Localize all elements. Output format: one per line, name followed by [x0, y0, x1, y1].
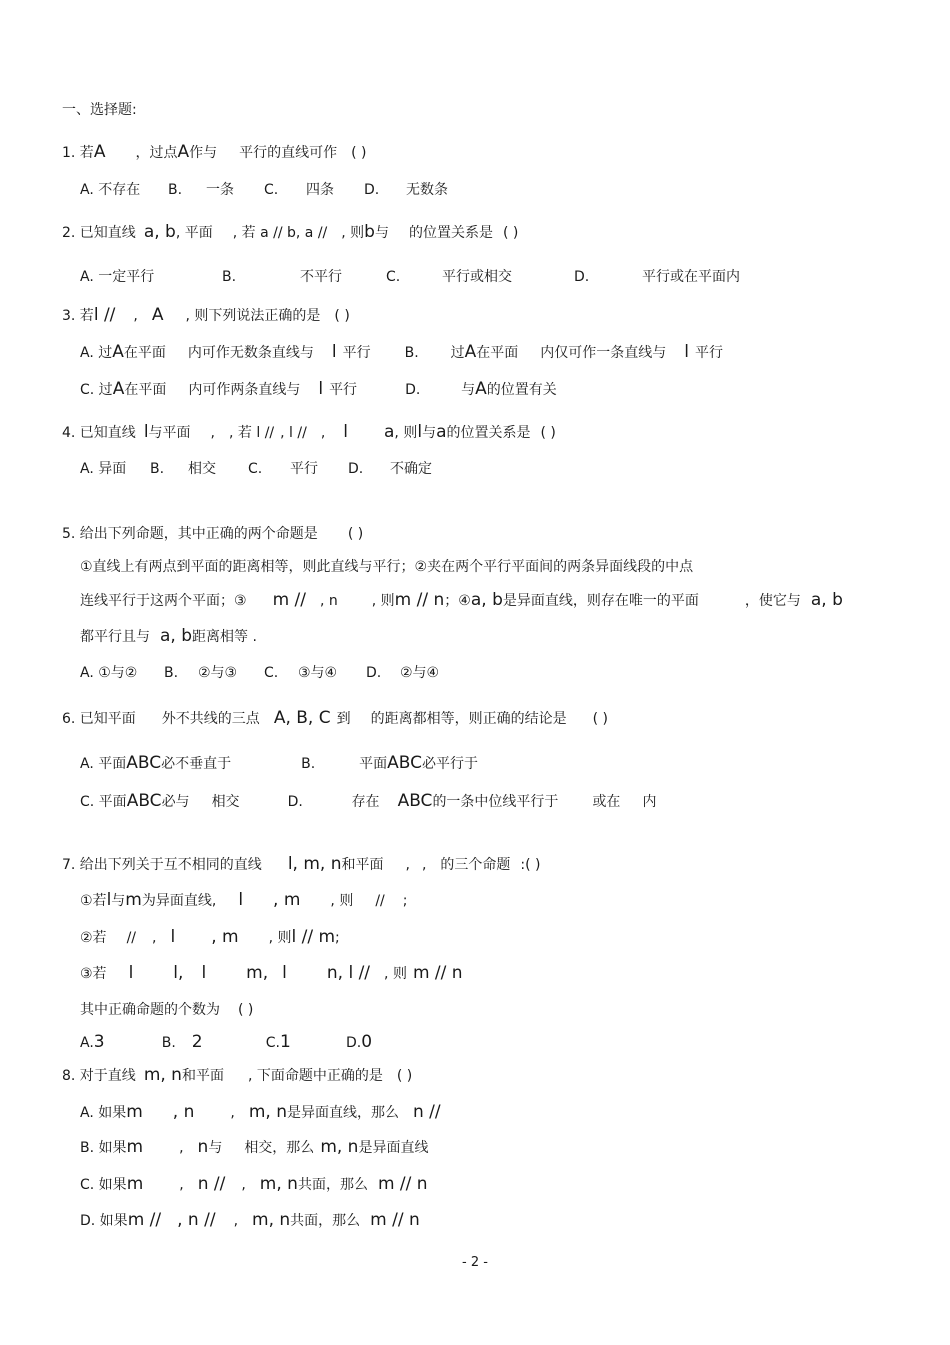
q8-option-a: [80, 1102, 441, 1123]
q7-options: [80, 1032, 372, 1053]
q8-var: n: [197, 1137, 209, 1157]
q3-opt: 在平面: [123, 345, 166, 361]
q8-var: m: [126, 1102, 143, 1122]
q3-opt: 内可作无数条直线与: [187, 345, 314, 361]
q8-opt: 是异面直线，那么: [287, 1105, 399, 1121]
q2-text: , 平面: [175, 225, 213, 241]
q6-text: 6. 已知平面: [62, 711, 136, 727]
q1-option-b: 一条: [206, 182, 234, 198]
q7-text: ;: [335, 930, 340, 946]
question-6: [62, 708, 608, 729]
q8-opt: C. 如果: [80, 1177, 127, 1193]
q7-text: //: [375, 893, 385, 909]
q3-var: A: [475, 379, 487, 399]
q5-line-4: [80, 626, 257, 647]
q5-option-d: ②与④: [400, 665, 440, 681]
q5-line-2: ①直线上有两点到平面的距离相等，则此直线与平行；②夹在两个平行平面间的两条异面线段的中点: [80, 559, 694, 575]
q6-opt: 相交: [211, 794, 240, 810]
q5-option-b: ②与③: [198, 665, 238, 681]
q7-var: l: [106, 890, 112, 910]
q5-var: , n: [319, 593, 338, 609]
q4-text: 与: [422, 425, 437, 441]
q4-var: a: [436, 422, 447, 442]
q5-text: 都平行且与: [80, 629, 150, 645]
q4-var: l: [143, 422, 149, 442]
q6-opt: 存在: [351, 794, 380, 810]
q8-opt: 相交，那么: [244, 1140, 315, 1156]
q3-opt: C. 过: [80, 382, 113, 398]
q6-opt: 必不垂直于: [161, 756, 232, 772]
q8-var: m, n: [143, 1065, 182, 1085]
q3-var: l: [331, 342, 337, 362]
q4-var: l: [417, 422, 423, 442]
q3-var: l: [318, 379, 324, 399]
q8-text: 和平面: [181, 1068, 224, 1084]
q8-var: n //: [413, 1102, 441, 1122]
q7-option-b: 2: [191, 1032, 203, 1052]
q2-option-b-label: B.: [222, 269, 237, 285]
q1-var: A: [177, 142, 190, 162]
q7-count: [80, 1000, 253, 1020]
q7-var: , m: [211, 927, 239, 947]
q4-var: a: [384, 422, 395, 442]
q3-opt: 平行: [342, 345, 371, 361]
q5-text: ；④: [444, 593, 471, 609]
q7-var: m,: [246, 963, 269, 983]
q8-opt: ,: [241, 1177, 246, 1193]
q4-options: [80, 459, 432, 479]
q1-text: 作与: [189, 145, 218, 161]
q4-option-d: 不确定: [390, 461, 432, 477]
q5-options: [80, 663, 439, 683]
q5-line-3: [80, 590, 843, 611]
q1-text: ，过点: [135, 145, 178, 161]
q7-option-c-label: C.: [265, 1035, 281, 1051]
q5-var: a, b: [810, 590, 843, 610]
q6-opt: 内: [642, 794, 657, 810]
q2-text: 的位置关系是: [408, 225, 493, 241]
q8-var: , n: [172, 1102, 195, 1122]
q1-option-a: A. 不存在: [80, 182, 141, 198]
q5-option-c: ③与④: [298, 665, 338, 681]
q4-option-d-label: D.: [348, 461, 364, 477]
q8-opt: B. 如果: [80, 1140, 127, 1156]
q7-text: 为异面直线,: [141, 893, 217, 909]
q5-option-d-label: D.: [366, 665, 382, 681]
q4-option-b-label: B.: [150, 461, 165, 477]
q4-text: 4. 已知直线: [62, 425, 136, 441]
page-number: - 2 -: [462, 1255, 488, 1270]
q3-opt: B.: [404, 345, 419, 361]
q8-var: m, n: [320, 1137, 359, 1157]
q4-text: 的位置关系是: [446, 425, 531, 441]
q3-opt: 在平面: [124, 382, 167, 398]
q7-var: l // m: [291, 927, 336, 947]
q2-text: 与: [374, 225, 389, 241]
q7-text: ③若: [80, 966, 107, 982]
q5-text: 距离相等 .: [192, 629, 257, 645]
q7-option-d: 0: [361, 1032, 373, 1052]
q7-prop-2: [80, 927, 340, 948]
q8-var: m // n: [370, 1210, 420, 1230]
q5-text: 是异面直线，则存在唯一的平面: [502, 593, 699, 609]
q6-var: ABC: [387, 753, 422, 773]
q1-options: [80, 180, 448, 200]
q3-opt: 与: [461, 382, 476, 398]
q1-text: 平行的直线可作: [239, 145, 338, 161]
q6-opt: B.: [301, 756, 316, 772]
q7-option-d-label: D.: [346, 1035, 362, 1051]
q6-text: 到: [336, 711, 351, 727]
q7-bracket: :( ): [520, 857, 541, 873]
q7-var: l: [282, 963, 287, 983]
q3-text: ,: [133, 308, 138, 324]
q6-opt: 平面: [359, 756, 388, 772]
question-4: [62, 422, 556, 443]
q8-opt: 共面，那么: [290, 1213, 361, 1229]
q3-var: l //: [93, 305, 116, 325]
q2-text: , 若 a // b, a //: [232, 225, 328, 241]
q5-var: m // n: [394, 590, 445, 610]
q7-var: l,: [173, 963, 184, 983]
q8-var: m: [126, 1174, 144, 1194]
q8-text: , 下面命题中正确的是: [247, 1068, 383, 1084]
q5-var: a, b: [160, 626, 193, 646]
q5-option-c-label: C.: [264, 665, 279, 681]
q8-option-b: [80, 1137, 428, 1158]
q3-opt: 在平面: [476, 345, 519, 361]
q7-text: ,: [152, 930, 157, 946]
q2-option-d-label: D.: [574, 269, 590, 285]
q8-var: , n //: [177, 1210, 216, 1230]
q6-opt: 必与: [161, 794, 190, 810]
q8-opt: D. 如果: [80, 1213, 128, 1229]
q7-var: l: [128, 963, 134, 983]
q7-text: 其中正确命题的个数为: [80, 1002, 220, 1018]
q8-opt: 与: [208, 1140, 223, 1156]
q3-bracket: ( ): [334, 308, 350, 324]
q6-text: 外不共线的三点: [161, 711, 260, 727]
q4-text: , l //: [280, 425, 307, 441]
q4-option-c-label: C.: [248, 461, 263, 477]
q8-var: m // n: [377, 1174, 428, 1194]
question-5: [62, 524, 363, 544]
q7-text: ①若: [80, 893, 107, 909]
q8-opt: 是异面直线: [358, 1140, 429, 1156]
q8-text: 8. 对于直线: [62, 1068, 136, 1084]
q5-bracket: ( ): [347, 526, 364, 542]
q3-opt: 的位置有关: [486, 382, 557, 398]
q2-options: [80, 267, 740, 287]
q2-text: 2. 已知直线: [62, 225, 136, 241]
q1-option-c: 四条: [306, 182, 334, 198]
q7-text: ②若: [80, 930, 107, 946]
q2-option-d: 平行或在平面内: [642, 269, 740, 285]
q4-bracket: ( ): [540, 425, 556, 441]
q7-prop-3: [80, 963, 463, 984]
q8-var: m, n: [248, 1102, 287, 1122]
q5-option-b-label: B.: [164, 665, 179, 681]
q3-options-ab: [80, 342, 723, 363]
q6-var: ABC: [397, 791, 433, 811]
q8-bracket: ( ): [396, 1068, 413, 1084]
q7-var: m: [125, 890, 142, 910]
q8-option-d: [80, 1210, 420, 1231]
q6-options-ab: [80, 753, 478, 774]
q7-var: l: [170, 927, 176, 947]
q5-text: , 则: [371, 593, 395, 609]
q1-bracket: ( ): [351, 145, 367, 161]
q5-var: a, b: [470, 590, 503, 610]
q7-text: , 则: [384, 966, 407, 982]
q3-text: 3. 若: [62, 308, 94, 324]
q4-option-c: 平行: [290, 461, 318, 477]
q3-opt: 内可作两条直线与: [188, 382, 301, 398]
q7-text: 7. 给出下列关于互不相同的直线: [62, 857, 262, 873]
q7-var: l: [238, 890, 244, 910]
q1-var: A: [93, 142, 106, 162]
q3-opt: 平行: [329, 382, 358, 398]
question-2: [62, 222, 518, 243]
q3-var: A: [464, 342, 477, 362]
q8-var: m, n: [259, 1174, 298, 1194]
q6-bracket: ( ): [592, 711, 608, 727]
q6-opt: A. 平面: [80, 756, 127, 772]
q3-opt: 内仅可作一条直线与: [540, 345, 667, 361]
q6-var: ABC: [126, 791, 162, 811]
q3-opt: 平行: [694, 345, 723, 361]
q1-text: 1. 若: [62, 145, 94, 161]
q4-text: , 若 l //: [229, 425, 275, 441]
q6-options-cd: [80, 791, 656, 812]
q3-opt: 过: [450, 345, 465, 361]
q5-option-a: A. ①与②: [80, 665, 138, 681]
q6-var: A, B, C: [273, 708, 331, 728]
q7-text: , 则: [330, 893, 354, 909]
q7-var: l: [201, 963, 207, 983]
q5-text: ，使它与: [744, 593, 801, 609]
q7-option-a: 3: [93, 1032, 105, 1052]
q2-option-c-label: C.: [386, 269, 401, 285]
q3-var: A: [151, 305, 164, 325]
q8-opt: 共面，那么: [297, 1177, 368, 1193]
q8-opt: ,: [179, 1177, 184, 1193]
q7-text: 的三个命题: [440, 857, 511, 873]
q2-option-a: A. 一定平行: [80, 269, 155, 285]
q6-opt: 的一条中位线平行于: [432, 794, 559, 810]
q8-var: m: [126, 1137, 144, 1157]
q8-var: n //: [197, 1174, 226, 1194]
q4-text: , 则: [394, 425, 418, 441]
q7-text: //: [126, 930, 136, 946]
q7-var: , m: [273, 890, 301, 910]
q3-var: l: [684, 342, 689, 362]
q7-option-c: 1: [280, 1032, 291, 1052]
q8-opt: ,: [233, 1213, 239, 1229]
q8-opt: A. 如果: [80, 1105, 127, 1121]
q7-text: , 则: [268, 930, 292, 946]
q3-var: A: [112, 379, 125, 399]
q8-var: m, n: [252, 1210, 291, 1230]
section-title: 一、选择题:: [62, 102, 137, 118]
q7-option-b-label: B.: [161, 1035, 176, 1051]
q7-var: m // n: [412, 963, 463, 983]
q7-text: 与: [111, 893, 126, 909]
q2-option-b: 不平行: [300, 269, 342, 285]
question-7: [62, 854, 541, 875]
q6-var: ABC: [126, 753, 162, 773]
q7-text: ,: [421, 857, 427, 873]
q8-opt: ,: [230, 1105, 235, 1121]
q7-option-a-label: A.: [80, 1035, 94, 1051]
question-1: [62, 142, 366, 163]
q6-opt: D.: [287, 794, 303, 810]
q1-option-c-label: C.: [264, 182, 279, 198]
q3-var: A: [112, 342, 124, 362]
q5-text: 5. 给出下列命题，其中正确的两个命题是: [62, 526, 318, 542]
q3-opt: D.: [405, 382, 421, 398]
q4-text: ,: [210, 425, 215, 441]
q7-bracket: ( ): [238, 1002, 254, 1018]
q4-var: l: [343, 422, 348, 442]
q7-text: ;: [402, 893, 408, 909]
q8-var: m //: [127, 1210, 162, 1230]
q8-opt: ,: [179, 1140, 184, 1156]
q2-var: a, b: [143, 222, 176, 242]
q2-var: b: [364, 222, 375, 242]
q6-text: 的距离都相等，则正确的结论是: [370, 711, 567, 727]
q1-option-d-label: D.: [364, 182, 380, 198]
q7-text: ,: [405, 857, 410, 873]
question-3: [62, 305, 350, 326]
q4-text: ,: [320, 425, 326, 441]
q5-var: m //: [272, 590, 306, 610]
q2-bracket: ( ): [502, 225, 519, 241]
q2-text: , 则: [341, 225, 365, 241]
q7-var: l, m, n: [287, 854, 342, 874]
q3-text: , 则下列说法正确的是: [185, 308, 321, 324]
q6-opt: 或在: [592, 794, 621, 810]
q8-option-c: [80, 1174, 428, 1195]
q3-opt: A. 过: [80, 345, 113, 361]
q1-option-b-label: B.: [168, 182, 183, 198]
q4-text: 与平面: [148, 425, 191, 441]
q2-option-c: 平行或相交: [442, 269, 512, 285]
q1-option-d: 无数条: [406, 182, 448, 198]
question-8: [62, 1065, 412, 1086]
q6-opt: C. 平面: [80, 794, 127, 810]
q4-option-b: 相交: [188, 461, 216, 477]
q4-option-a: A. 异面: [80, 461, 127, 477]
q7-prop-1: [80, 890, 407, 911]
q7-var: n, l //: [326, 963, 371, 983]
q5-text: 连线平行于这两个平面；③: [80, 593, 247, 609]
q3-options-cd: [80, 379, 557, 400]
q6-opt: 必平行于: [421, 756, 478, 772]
q7-text: 和平面: [341, 857, 384, 873]
